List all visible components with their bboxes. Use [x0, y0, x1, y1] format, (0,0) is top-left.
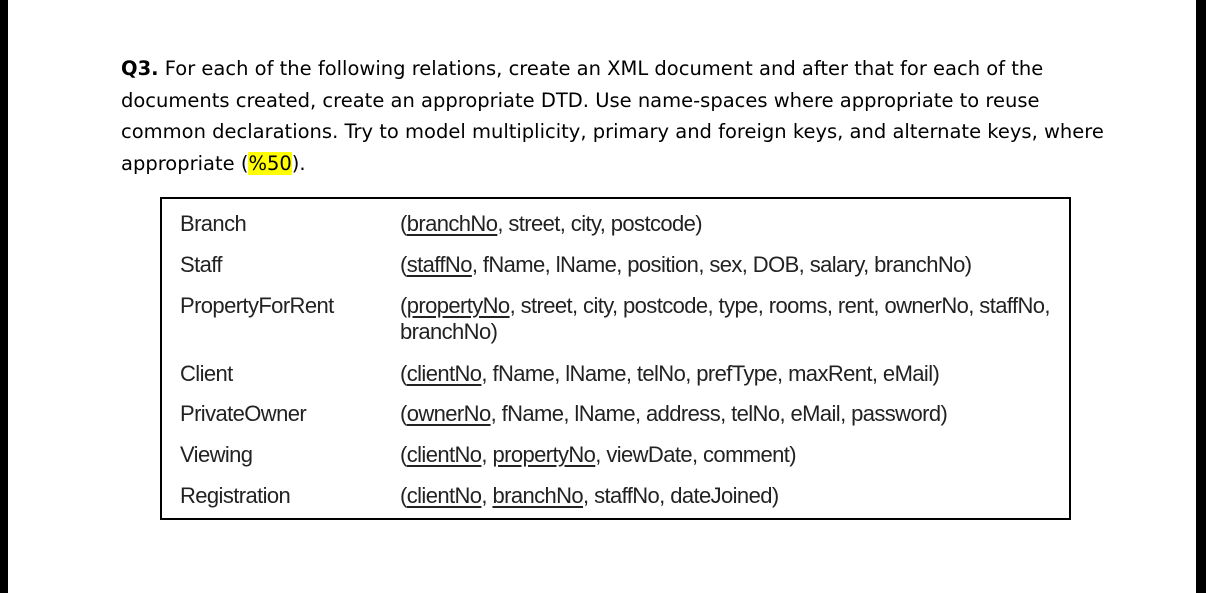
open-paren: (: [400, 442, 407, 467]
open-paren: (: [400, 252, 407, 277]
primary-key: clientNo: [406, 483, 482, 508]
relation-name: Branch: [180, 211, 247, 236]
primary-key: propertyNo: [492, 442, 596, 467]
highlighted-weight: %50: [248, 151, 292, 175]
relation-attributes: [400, 252, 1070, 278]
relation-attributes: [400, 361, 1070, 387]
attribute-list: , fName, lName, address, telNo, eMail, password): [490, 401, 948, 426]
primary-key: clientNo: [406, 361, 482, 386]
question-text-end: ).: [291, 151, 306, 175]
question-number: Q3.: [121, 57, 159, 80]
relation-name: Client: [180, 361, 233, 386]
question-paragraph: [121, 53, 1121, 179]
relation-attributes: [400, 483, 1070, 509]
primary-key: clientNo: [406, 442, 482, 467]
attribute-list: , street, city, postcode): [497, 211, 703, 236]
relation-name: Viewing: [180, 442, 253, 467]
primary-key: staffNo: [406, 252, 472, 277]
primary-key: ownerNo: [406, 401, 491, 426]
attribute-list: , viewDate, comment): [595, 442, 797, 467]
open-paren: (: [400, 211, 407, 236]
relation-attributes: [400, 211, 1070, 237]
relation-name: Registration: [180, 483, 291, 508]
question-text: For each of the following relations, create an XML document and after that for each of the documents created, create an appropriate DTD. Use name-spaces where appropriate to reuse common declarations. Try to model multiplicity, primary and foreign keys, and alternate keys, where appropriate (: [121, 57, 1104, 175]
attribute-list: , fName, lName, position, sex, DOB, salary, branchNo): [471, 252, 972, 277]
attribute-list: , fName, lName, telNo, prefType, maxRent, eMail): [481, 361, 940, 386]
relation-attributes: [400, 401, 1070, 427]
open-paren: (: [400, 401, 407, 426]
primary-key: propertyNo: [406, 293, 510, 318]
relation-name: Staff: [180, 252, 222, 277]
open-paren: (: [400, 483, 407, 508]
relation-attributes: [400, 442, 1070, 468]
relation-attributes: [400, 293, 1070, 345]
attribute-list: , street, city, postcode, type, rooms, rent, ownerNo, staffNo, branchNo): [400, 293, 1050, 344]
primary-key: branchNo: [406, 211, 498, 236]
primary-key: branchNo: [492, 483, 584, 508]
relations-table: [160, 197, 1071, 520]
key-separator: ,: [481, 442, 493, 467]
relation-name: PrivateOwner: [180, 401, 307, 426]
open-paren: (: [400, 293, 407, 318]
key-separator: ,: [481, 483, 493, 508]
open-paren: (: [400, 361, 407, 386]
relation-name: PropertyForRent: [180, 293, 334, 318]
document-page: [8, 0, 1196, 593]
attribute-list: , staffNo, dateJoined): [583, 483, 779, 508]
